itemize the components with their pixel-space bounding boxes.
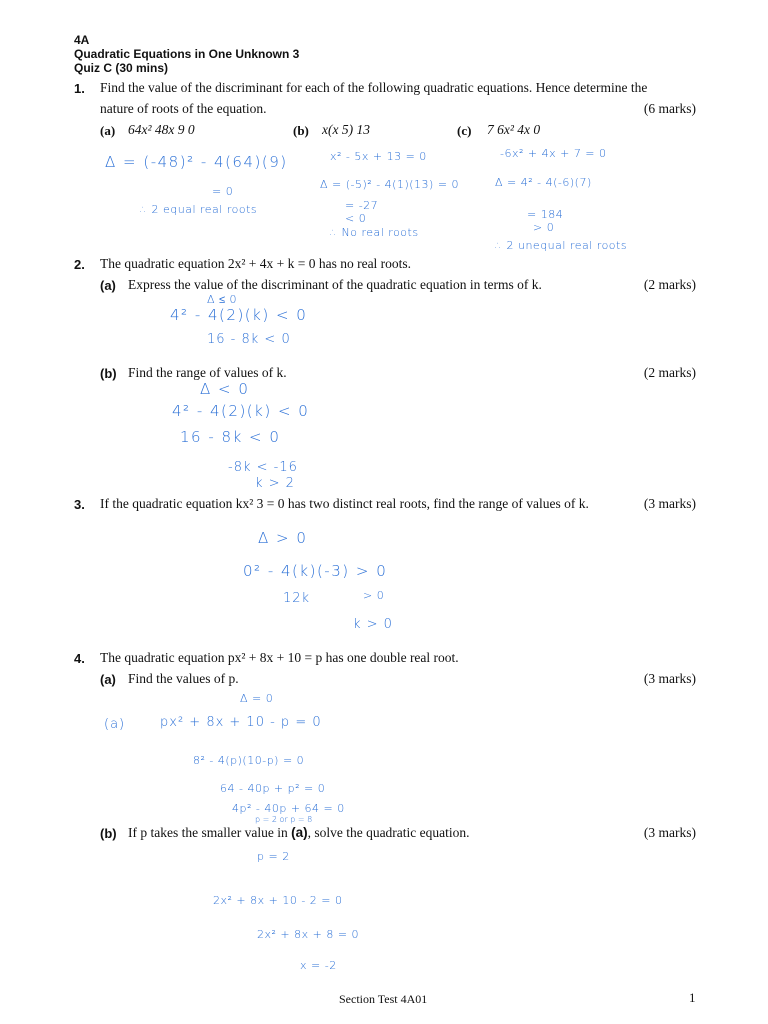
- question-1-marks: (6 marks): [643, 101, 696, 116]
- q1-part-c-equation: 7 6x² 4x 0: [487, 122, 541, 137]
- question-3-text: If the quadratic equation kx² 3 = 0 has two distinct real roots, find the range of values of k.: [100, 496, 589, 511]
- hw-q2b-line3: 16 - 8k < 0: [180, 428, 281, 446]
- question-1-text-line2: nature of roots of the equation.: [100, 101, 267, 116]
- document-title: Quadratic Equations in One Unknown 3: [74, 47, 300, 61]
- q2-part-b-label: (b): [100, 366, 117, 381]
- question-3-marks: (3 marks): [643, 496, 696, 511]
- hw-q1a-line1: Δ = (-48)² - 4(64)(9): [105, 153, 288, 171]
- q4-part-a-text: Find the values of p.: [128, 671, 239, 686]
- hw-q3-line3: 12k: [283, 591, 311, 606]
- q4-part-b-text-before: If p takes the smaller value in: [128, 825, 292, 840]
- q1-part-b-equation: x(x 5) 13: [322, 122, 370, 137]
- hw-q2a-line1: Δ ≤ 0: [207, 293, 238, 306]
- hw-q2b-line2: 4² - 4(2)(k) < 0: [172, 402, 310, 420]
- hw-q1b-line3: = -27: [345, 199, 379, 212]
- hw-q2b-line5: k > 2: [255, 476, 295, 491]
- question-3-number: 3.: [74, 497, 85, 512]
- hw-q2b-line1: Δ < 0: [200, 380, 250, 398]
- hw-q1b-line5: ∴ No real roots: [330, 226, 419, 239]
- q4-part-b-text-after: , solve the quadratic equation.: [307, 825, 470, 840]
- q4-part-a-label: (a): [100, 672, 116, 687]
- hw-q4b-line1: p = 2: [257, 850, 290, 863]
- hw-q3-line2: 0² - 4(k)(-3) > 0: [243, 562, 388, 580]
- hw-q4b-line2: 2x² + 8x + 10 - 2 = 0: [213, 894, 343, 907]
- q4-part-b-label: (b): [100, 826, 117, 841]
- hw-q4a-line2: (a): [104, 717, 126, 732]
- question-4-number: 4.: [74, 651, 85, 666]
- hw-q1b-line2: Δ = (-5)² - 4(1)(13) = 0: [320, 178, 460, 191]
- hw-q3-line5: k > 0: [353, 617, 393, 632]
- hw-q2a-line2: 4² - 4(2)(k) < 0: [170, 306, 308, 324]
- q1-part-c-label: (c): [457, 123, 472, 138]
- q2-part-a-text: Express the value of the discriminant of the quadratic equation in terms of k.: [128, 277, 542, 292]
- hw-q4a-line5: 64 - 40p + p² = 0: [220, 782, 326, 795]
- hw-q1a-line2: = 0: [212, 185, 234, 198]
- hw-q4b-line3: 2x² + 8x + 8 = 0: [257, 928, 360, 941]
- q4-part-b-text: [128, 825, 470, 841]
- hw-q4a-line7: p = 2 or p = 8: [255, 815, 313, 824]
- q2-part-a-marks: (2 marks): [643, 277, 696, 292]
- q2-part-a-label: (a): [100, 278, 116, 293]
- hw-q1a-line3: ∴ 2 equal real roots: [140, 203, 258, 216]
- question-1-text-line1: Find the value of the discriminant for each of the following quadratic equations. Hence determine the: [100, 80, 648, 95]
- hw-q4a-line1: Δ = 0: [240, 692, 274, 705]
- hw-q3-line1: Δ > 0: [258, 529, 308, 547]
- hw-q1c-line1: -6x² + 4x + 7 = 0: [500, 147, 607, 160]
- q2-part-b-marks: (2 marks): [643, 365, 696, 380]
- hw-q1c-line5: ∴ 2 unequal real roots: [495, 239, 628, 252]
- question-2-text: The quadratic equation 2x² + 4x + k = 0 has no real roots.: [100, 256, 412, 271]
- question-4-text: The quadratic equation px² + 8x + 10 = p has one double real root.: [100, 650, 459, 665]
- hw-q1c-line4: > 0: [533, 221, 555, 234]
- q1-part-b-label: (b): [293, 123, 309, 138]
- section-code: 4A: [74, 33, 90, 47]
- hw-q1b-line1: x² - 5x + 13 = 0: [330, 150, 427, 163]
- q1-part-a-label: (a): [100, 123, 116, 138]
- hw-q2b-line4: -8k < -16: [228, 460, 298, 475]
- q2-part-b-text: Find the range of values of k.: [128, 365, 287, 380]
- q4-part-b-marks: (3 marks): [643, 825, 696, 840]
- question-1-number: 1.: [74, 81, 85, 96]
- hw-q4a-line6: 4p² - 40p + 64 = 0: [232, 802, 345, 815]
- hw-q1b-line4: < 0: [345, 212, 367, 225]
- quiz-label: Quiz C (30 mins): [74, 61, 169, 75]
- hw-q4a-line4: 8² - 4(p)(10-p) = 0: [193, 754, 305, 767]
- q1-part-a-equation: 64x² 48x 9 0: [128, 122, 195, 137]
- hw-q2a-line3: 16 - 8k < 0: [207, 332, 291, 347]
- q4-part-b-reference: (a): [291, 825, 308, 840]
- hw-q1c-line2: Δ = 4² - 4(-6)(7): [495, 176, 592, 189]
- hw-q4b-line4: x = -2: [300, 959, 337, 972]
- page-number: 1: [689, 990, 696, 1005]
- hw-q3-line4: > 0: [363, 589, 385, 602]
- q4-part-a-marks: (3 marks): [643, 671, 696, 686]
- hw-q4a-line3: px² + 8x + 10 - p = 0: [160, 715, 322, 730]
- question-2-number: 2.: [74, 257, 85, 272]
- hw-q1c-line3: = 184: [527, 208, 564, 221]
- footer-section-label: Section Test 4A01: [339, 992, 428, 1006]
